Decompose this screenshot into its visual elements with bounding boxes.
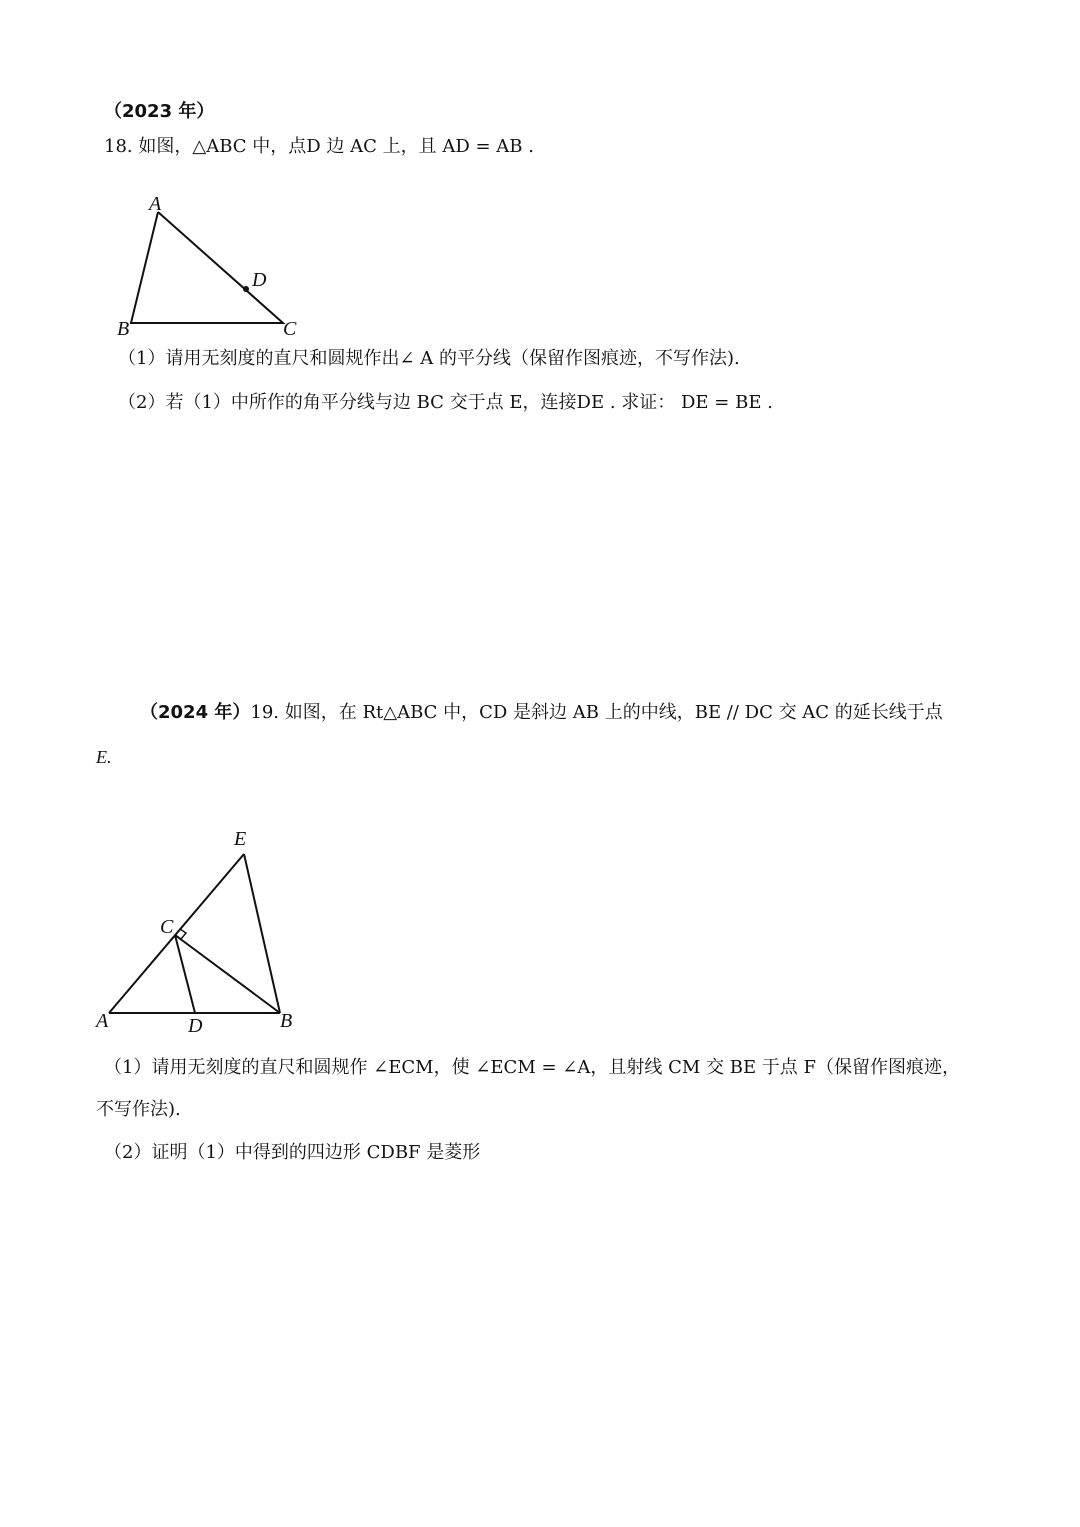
point-label-d: D (252, 269, 267, 291)
vertex-label-a: A (149, 193, 162, 215)
vertex-label-e: E (234, 828, 247, 850)
question-19-part-2: （2）证明（1）中得到的四边形 CDBF 是菱形 (104, 1142, 481, 1163)
question-19-part-1: （1）请用无刻度的直尺和圆规作 ∠ECM，使 ∠ECM = ∠A，且射线 CM 交 BE 于点 F（保留作图痕迹， (104, 1057, 961, 1078)
question-19-stem-continued: E. (96, 747, 112, 767)
question-18-part-1: （1）请用无刻度的直尺和圆规作出∠ A 的平分线（保留作图痕迹，不写作法). (118, 348, 740, 369)
triangle-abc-outline (131, 212, 283, 323)
vertex-label-d: D (188, 1015, 203, 1037)
vertex-label-c: C (160, 916, 174, 938)
vertex-label-c: C (283, 318, 297, 340)
point-d-dot (243, 286, 249, 292)
segment-ae (109, 854, 244, 1013)
vertex-label-a: A (96, 1010, 109, 1032)
question-19-stem: 19. 如图，在 Rt△ABC 中，CD 是斜边 AB 上的中线，BE // DC 交 AC 的延长线于点 (250, 702, 943, 723)
question-18-stem: 18. 如图，△ABC 中，点D 边 AC 上，且 AD = AB . (104, 136, 534, 157)
figure-triangle-abc-2023 (105, 190, 315, 340)
year-label-2024: （2024 年） (140, 702, 251, 723)
figure-triangle-2024 (90, 820, 310, 1040)
year-label-2023: （2023 年） (104, 101, 215, 122)
vertex-label-b: B (117, 318, 130, 340)
question-19-stem-line (140, 702, 943, 724)
question-18-part-2: （2）若（1）中所作的角平分线与边 BC 交于点 E，连接DE . 求证： DE = BE . (118, 392, 773, 413)
vertex-label-b: B (280, 1010, 293, 1032)
question-19-part-1-continued: 不写作法). (96, 1099, 181, 1120)
